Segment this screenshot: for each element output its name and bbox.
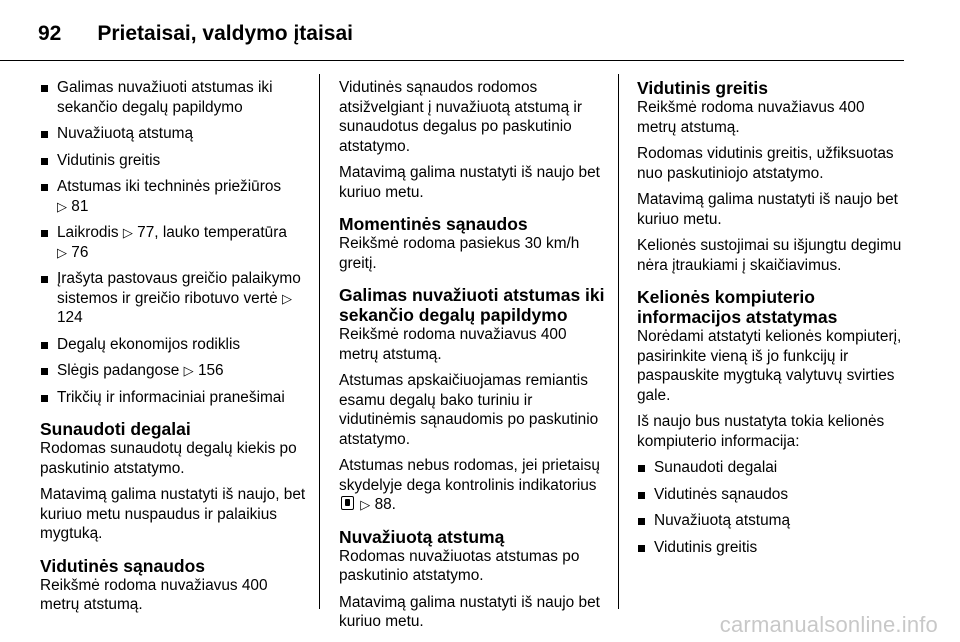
section-heading: Nuvažiuotą atstumą xyxy=(339,526,505,547)
display-items-list xyxy=(40,78,310,407)
paragraph: Kelionės sustojimai su išjungtu degimu nėra įtraukiami į skaičiavimus. xyxy=(637,237,902,274)
fuel-indicator-icon xyxy=(341,496,354,510)
column-3 xyxy=(637,78,907,564)
list-item: Sunaudoti degalai xyxy=(637,458,907,478)
list-item: Slėgis padangose ▷ 156 xyxy=(40,361,310,381)
square-bullet-icon xyxy=(41,158,48,165)
square-bullet-icon xyxy=(638,465,645,472)
page-ref-link[interactable]: 81 xyxy=(71,197,89,215)
paragraph: Atstumas nebus rodomas, jei prietaisų skydelyje dega kontrolinis indikatorius ▷ 88. xyxy=(339,457,600,513)
list-item: Vidutinis greitis xyxy=(40,151,310,171)
square-bullet-icon xyxy=(41,368,48,375)
section-heading: Galimas nuvažiuoti atstumas iki sekančio degalų papildymo xyxy=(339,285,605,325)
list-item: Laikrodis ▷ 77, lauko temperatūra ▷ 76 xyxy=(40,223,310,262)
watermark: carmanualsonline.info xyxy=(719,612,938,637)
paragraph: Rodomas nuvažiuotas atstumas po paskutinio atstatymo. xyxy=(339,547,580,584)
square-bullet-icon xyxy=(41,276,48,283)
square-bullet-icon xyxy=(638,545,645,552)
paragraph: Vidutinės sąnaudos rodomos atsižvelgiant į nuvažiuotą atstumą ir sunaudotus degalus po paskutinio atstatymo. xyxy=(339,79,582,155)
reset-items-list xyxy=(637,458,907,557)
paragraph: Rodomas vidutinis greitis, užfiksuotas nuo paskutiniojo atstatymo. xyxy=(637,145,894,182)
list-item: Trikčių ir informaciniai pranešimai xyxy=(40,388,310,408)
column-2 xyxy=(339,78,609,639)
section-heading: Sunaudoti degalai xyxy=(40,419,191,439)
paragraph: Reikšmė rodoma nuvažiavus 400 metrų atstumą. xyxy=(40,576,268,613)
page-reference-triangle-icon: ▷ xyxy=(360,497,371,512)
square-bullet-icon xyxy=(41,85,48,92)
page-reference-triangle-icon: ▷ xyxy=(183,363,194,378)
list-item: Įrašyta pastovaus greičio palaikymo sistemos ir greičio ribotuvo vertė ▷ 124 xyxy=(40,269,310,328)
square-bullet-icon xyxy=(41,184,48,191)
list-item: Galimas nuvažiuoti atstumas iki sekančio degalų papildymo xyxy=(40,78,310,117)
paragraph: Reikšmė rodoma pasiekus 30 km/h greitį. xyxy=(339,235,580,272)
square-bullet-icon xyxy=(41,131,48,138)
paragraph: Reikšmė rodoma nuvažiavus 400 metrų atstumą. xyxy=(637,99,865,136)
page-ref-link[interactable]: 124 xyxy=(57,309,83,326)
section-heading: Momentinės sąnaudos xyxy=(339,214,528,234)
page-reference-triangle-icon: ▷ xyxy=(57,244,67,260)
square-bullet-icon xyxy=(41,230,48,237)
section-heading: Kelionės kompiuterio informacijos atstatymas xyxy=(637,287,838,327)
section-heading: Vidutinės sąnaudos xyxy=(40,555,205,576)
list-item: Degalų ekonomijos rodiklis xyxy=(40,335,310,355)
paragraph: Atstumas apskaičiuojamas remiantis esamu degalų bako turiniu ir vidutinėmis sąnaudomis po paskutinio atstatymo. xyxy=(339,372,599,448)
page-title: Prietaisai, valdymo įtaisai xyxy=(97,22,353,45)
page-ref-link[interactable]: 77 xyxy=(137,224,155,241)
paragraph: Matavimą galima nustatyti iš naujo bet kuriuo metu. xyxy=(339,593,600,630)
paragraph: Matavimą galima nustatyti iš naujo, bet kuriuo metu nuspaudus ir palaikius mygtuką. xyxy=(40,486,306,542)
paragraph: Matavimą galima nustatyti iš naujo bet kuriuo metu. xyxy=(339,164,600,201)
page-reference-triangle-icon: ▷ xyxy=(281,290,292,306)
column-divider xyxy=(319,74,320,609)
square-bullet-icon xyxy=(41,342,48,349)
column-1 xyxy=(40,78,310,622)
list-item: Vidutinis greitis xyxy=(637,538,907,558)
paragraph: Rodomas sunaudotų degalų kiekis po paskutinio atstatymo. xyxy=(40,440,297,477)
page-ref-link[interactable]: 88. xyxy=(374,496,396,513)
square-bullet-icon xyxy=(638,492,645,499)
column-divider xyxy=(618,74,619,609)
page-ref-link[interactable]: 76 xyxy=(71,243,89,261)
paragraph: Iš naujo bus nustatyta tokia kelionės kompiuterio informacija: xyxy=(637,413,885,450)
square-bullet-icon xyxy=(41,395,48,402)
square-bullet-icon xyxy=(638,518,645,525)
list-item: Nuvažiuotą atstumą xyxy=(637,511,907,531)
list-item: Nuvažiuotą atstumą xyxy=(40,124,310,144)
list-item: Atstumas iki techninės priežiūros ▷ 81 xyxy=(40,177,310,216)
paragraph: Norėdami atstatyti kelionės kompiuterį, pasirinkite vieną iš jo funkcijų ir paspauskite mygtuką valytuvų svirties gale. xyxy=(637,328,902,404)
page-reference-triangle-icon: ▷ xyxy=(122,225,133,240)
section-heading: Vidutinis greitis xyxy=(637,78,768,98)
paragraph: Matavimą galima nustatyti iš naujo bet kuriuo metu. xyxy=(637,191,898,228)
paragraph: Reikšmė rodoma nuvažiavus 400 metrų atstumą. xyxy=(339,326,567,363)
page-header xyxy=(38,14,353,54)
page-reference-triangle-icon: ▷ xyxy=(57,198,67,214)
header-rule xyxy=(0,60,904,61)
page-number: 92 xyxy=(38,22,62,45)
page-ref-link[interactable]: 156 xyxy=(197,362,224,379)
list-item: Vidutinės sąnaudos xyxy=(637,485,907,505)
